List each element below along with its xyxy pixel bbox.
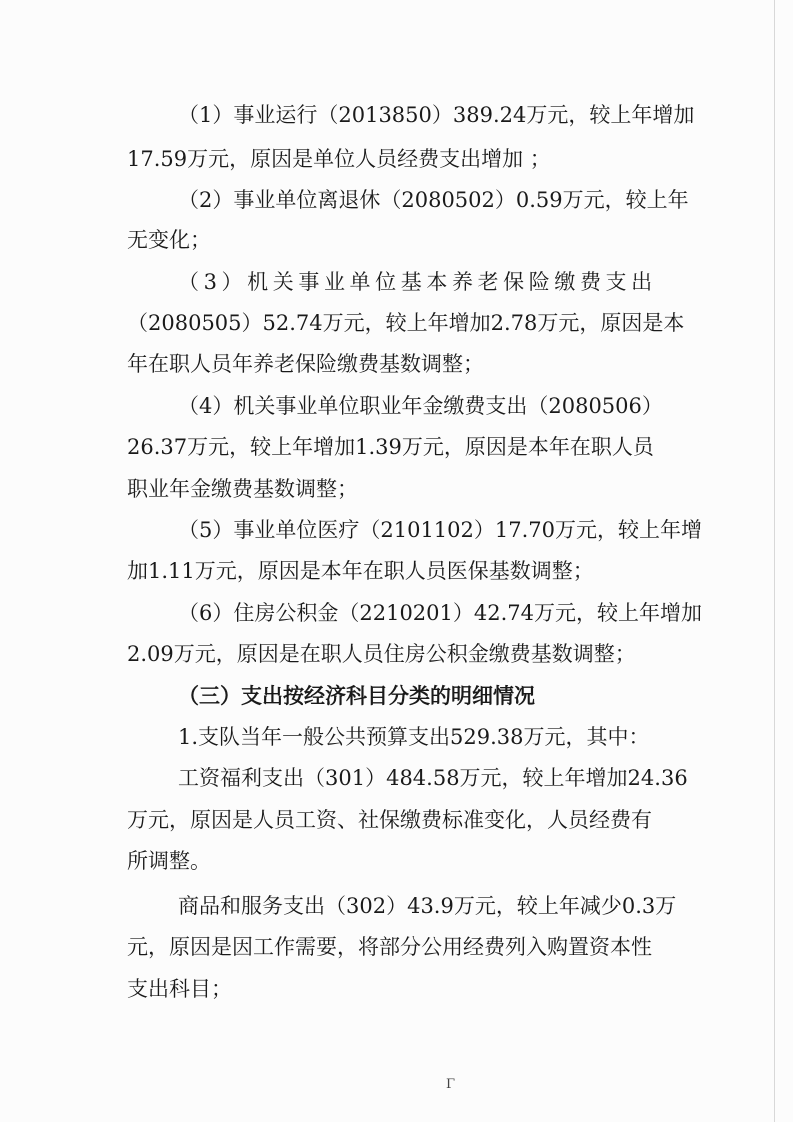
text-line-content: 工资福利支出（301）484.58万元，较上年增加24.36 (178, 766, 688, 790)
text-line-content: 商品和服务支出（302）43.9万元，较上年减少0.3万 (178, 894, 677, 918)
scan-edge-line (774, 0, 775, 1122)
section-heading-text: （三）支出按经济科目分类的明细情况 (178, 683, 535, 708)
text-line-content: 所调整。 (127, 849, 211, 873)
text-line-content: 1.支队当年一般公共预算支出529.38万元，其中： (178, 725, 650, 749)
text-line-content: 2.09万元，原因是在职人员住房公积金缴费基数调整； (127, 642, 636, 666)
text-line-content: （2080505）52.74万元，较上年增加2.78万元，原因是本 (127, 311, 685, 335)
text-line-content: （4）机关事业单位职业年金缴费支出（2080506） (178, 394, 663, 418)
page-mark: Γ (446, 1077, 456, 1092)
text-line-content: 无变化； (127, 228, 211, 252)
text-line-content: 年在职人员年养老保险缴费基数调整； (127, 352, 484, 376)
text-line-content: 26.37万元，较上年增加1.39万元，原因是本年在职人员 (127, 435, 654, 459)
text-line-content: 职业年金缴费基数调整； (127, 477, 358, 501)
text-line-content: （2）事业单位离退休（2080502）0.59万元，较上年 (178, 188, 689, 212)
text-line-content: 万元，原因是人员工资、社保缴费标准变化，人员经费有 (127, 808, 652, 832)
text-line-content: 加1.11万元，原因是本年在职人员医保基数调整； (127, 559, 594, 583)
text-line-content: （3）机关事业单位基本养老保险缴费支出 (178, 270, 657, 294)
text-line-content: （5）事业单位医疗（2101102）17.70万元，较上年增 (178, 518, 703, 542)
text-line-content: （6）住房公积金（2210201）42.74万元，较上年增加 (178, 601, 703, 625)
text-line-content: （1）事业运行（2013850）389.24万元，较上年增加 (178, 103, 695, 127)
text-line-content: 17.59万元，原因是单位人员经费支出增加 ； (127, 147, 551, 171)
text-line-content: 支出科目； (127, 977, 232, 1001)
text-line-content: 元，原因是因工作需要，将部分公用经费列入购置资本性 (127, 935, 652, 959)
